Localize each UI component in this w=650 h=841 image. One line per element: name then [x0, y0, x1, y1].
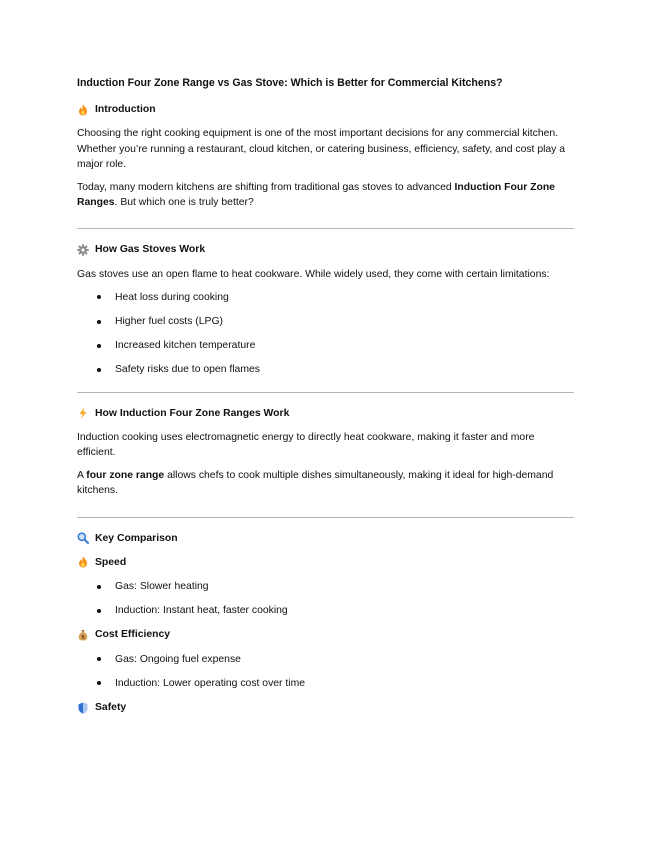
lightning-icon [77, 407, 89, 419]
subheading-label: Speed [95, 556, 127, 568]
document-title: Induction Four Zone Range vs Gas Stove: Which is Better for Commercial Kitchens? [77, 77, 503, 89]
list-item: Induction: Lower operating cost over time [77, 676, 574, 691]
list-item: Induction: Instant heat, faster cooking [77, 603, 574, 618]
induction-paragraph-2 [77, 468, 574, 498]
list-item: Heat loss during cooking [77, 290, 574, 305]
induction-paragraph-1: Induction cooking uses electromagnetic energy to directly heat cookware, making it faster and more efficient. [77, 431, 535, 459]
gas-limitations-list [77, 290, 574, 378]
bold-text: four zone range [86, 470, 165, 482]
subheading-cost-efficiency [77, 627, 574, 642]
document-body [77, 76, 574, 724]
subheading-label: Safety [95, 702, 127, 714]
intro-paragraph-2 [77, 180, 574, 210]
section-heading-label: How Gas Stoves Work [95, 244, 206, 256]
shield-icon [77, 702, 89, 714]
section-divider [77, 228, 574, 229]
text-run: Today, many modern kitchens are shifting from traditional gas stoves to advanced [77, 182, 455, 194]
gear-icon [77, 244, 89, 256]
fire-icon [77, 556, 89, 568]
speed-list [77, 579, 574, 618]
text-run: A [77, 470, 87, 482]
section-heading-introduction [77, 102, 574, 117]
section-heading-induction [77, 406, 574, 421]
gas-paragraph-1: Gas stoves use an open flame to heat cookware. While widely used, they come with certain limitations: [77, 268, 550, 280]
subheading-speed [77, 555, 574, 570]
subheading-safety [77, 700, 574, 715]
section-heading-key-comparison [77, 531, 574, 546]
list-item: Gas: Ongoing fuel expense [77, 652, 574, 667]
cost-list [77, 652, 574, 691]
section-heading-gas-stoves [77, 242, 574, 257]
intro-paragraph-1: Choosing the right cooking equipment is one of the most important decisions for any commercial kitchen. Whether you’re running a restaurant, cloud kitchen, or catering business, efficiency, safety, and cost play a major role. [77, 128, 566, 170]
text-run: allows chefs to cook multiple dishes simultaneously, making it ideal for high-demand kitchens. [77, 470, 554, 497]
section-heading-label: How Induction Four Zone Ranges Work [95, 407, 290, 419]
subheading-label: Cost Efficiency [95, 629, 171, 641]
svg-text:$: $ [81, 634, 85, 641]
fire-icon [77, 104, 89, 116]
list-item: Safety risks due to open flames [77, 362, 574, 377]
list-item: Higher fuel costs (LPG) [77, 314, 574, 329]
section-divider [77, 392, 574, 393]
bold-text: Induction Four Zone Ranges [77, 182, 555, 209]
section-heading-label: Key Comparison [95, 532, 178, 544]
magnifier-icon [77, 532, 89, 544]
money-bag-icon [77, 629, 89, 641]
list-item: Increased kitchen temperature [77, 338, 574, 353]
section-divider [77, 517, 574, 518]
section-heading-label: Introduction [95, 104, 156, 116]
text-run: . But which one is truly better? [114, 197, 254, 209]
list-item: Gas: Slower heating [77, 579, 574, 594]
